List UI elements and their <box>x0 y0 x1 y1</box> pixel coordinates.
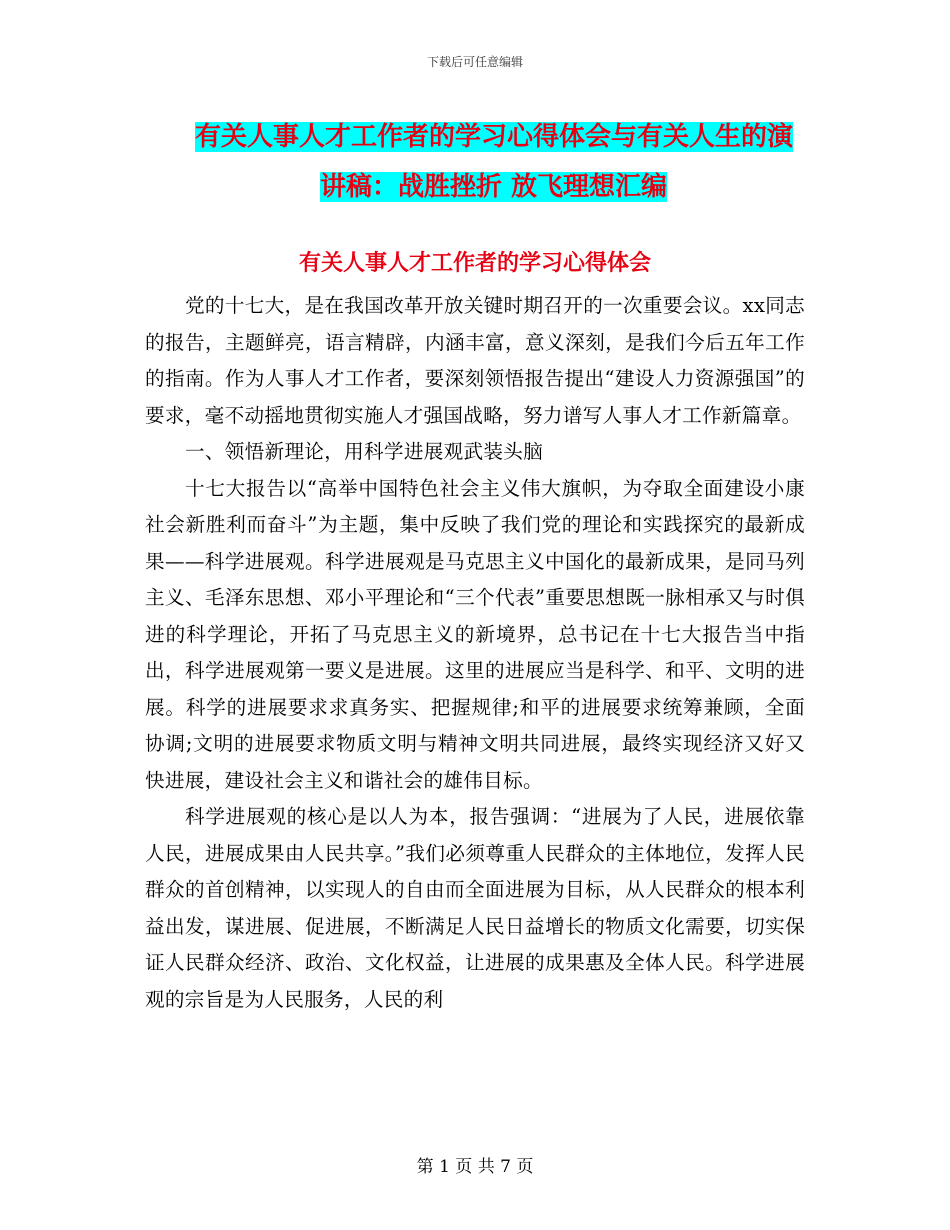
page-header-note: 下载后可任意编辑 <box>426 55 523 69</box>
paragraph-heading: 一、领悟新理论，用科学进展观武装头脑 <box>185 440 544 463</box>
paragraph: 十七大报告以“高举中国特色社会主义伟大旗帜，为夺取全面建设小康社会新胜利而奋斗”为主题，集中反映了我们党的理论和实践探究的最新成果——科学进展观。科学进展观是马克思主义中国化的最新成果，是同马列主义、毛泽东思想、邓小平理论和“三个代表”重要思想既一脉相承又与时俱进的科学理论，开拓了马克思主义的新境界，总书记在十七大报告当中指出，科学进展观第一要义是进展。这里的进展应当是科学、和平、文明的进展。科学的进展要求求真务实、把握规律;和平的进展要求统筹兼顾，全面协调;文明的进展要求物质文明与精神文明共同进展，最终实现经济又好又快进展，建设社会主义和谐社会的雄伟目标。 <box>145 476 805 792</box>
document-body <box>145 288 805 1018</box>
document-title-line-2 <box>145 162 805 212</box>
document-title <box>145 112 805 212</box>
title-line-1-text: 有关人事人才工作者的学习心得体会与有关人生的演 <box>195 122 794 152</box>
document-title-line-1 <box>145 112 805 162</box>
page-number-footer: 第 1 页 共 7 页 <box>416 1157 534 1177</box>
section-title: 有关人事人才工作者的学习心得体会 <box>298 250 651 276</box>
paragraph: 党的十七大，是在我国改革开放关键时期召开的一次重要会议。xx同志的报告，主题鲜亮，语言精辟，内涵丰富，意义深刻，是我们今后五年工作的指南。作为人事人才工作者，要深刻领悟报告提出“建设人力资源强国”的要求，毫不动摇地贯彻实施人才强国战略，努力谱写人事人才工作新篇章。 <box>145 294 805 427</box>
paragraph: 科学进展观的核心是以人为本，报告强调：“进展为了人民，进展依靠人民，进展成果由人民共享。”我们必须尊重人民群众的主体地位，发挥人民群众的首创精神，以实现人的自由而全面进展为目标，从人民群众的根本利益出发，谋进展、促进展，不断满足人民日益增长的物质文化需要，切实保证人民群众经济、政治、文化权益，让进展的成果惠及全体人民。科学进展观的宗旨是为人民服务，人民的利 <box>145 805 805 1011</box>
title-line-2-text: 讲稿：战胜挫折 放飞理想汇编 <box>320 172 668 202</box>
